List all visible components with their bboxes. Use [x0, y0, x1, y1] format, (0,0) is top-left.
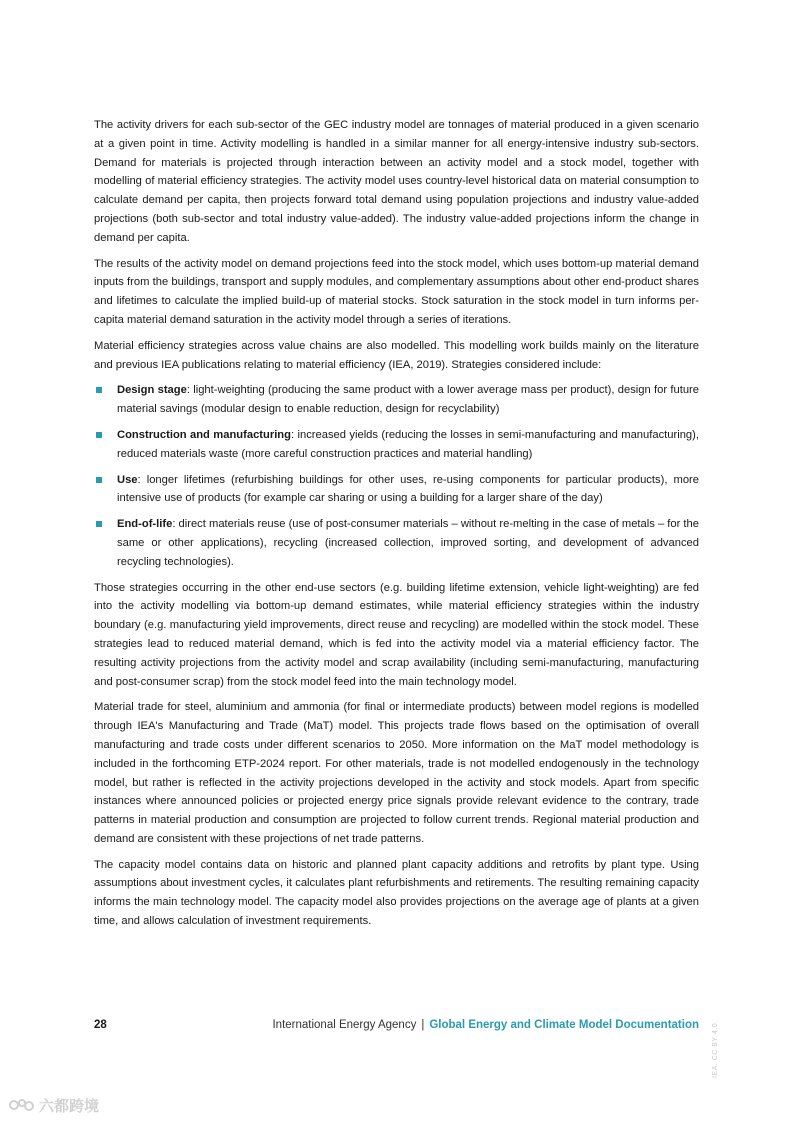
list-item [94, 426, 699, 464]
bullet-term: Design stage [117, 384, 187, 397]
page-footer [94, 1019, 699, 1037]
bullet-term: End-of-life [117, 518, 173, 531]
bullet-text: : increased yields (reducing the losses in semi-manufacturing and manufacturing), reduced materials waste (more careful construction practices and material handling) [117, 428, 699, 460]
strategies-list [94, 381, 699, 571]
paragraph-end-use-strategies: Those strategies occurring in the other end-use sectors (e.g. building lifetime extension, vehicle light-weighting) are fed into the activity modelling via bottom-up demand estimates, while material efficiency strategies within the industry boundary (e.g. manufacturing yield improvements, direct reuse and recycling) are modelled within the stock model. These strategies lead to reduced material demand, which is fed into the activity model via a material efficiency factor. The resulting activity projections from the activity model and scrap availability (including semi-manufacturing, manufacturing and post-consumer scrap) from the stock model feed into the main technology model. [94, 581, 699, 688]
bullet-text: : longer lifetimes (refurbishing buildings for other uses, re-using components for particular products), more intensive use of products (for example car sharing or using a building for a larger share of the day) [117, 473, 699, 505]
footer-separator: | [421, 1019, 425, 1031]
footer-running-title [272, 1019, 699, 1031]
watermark-text: 六都跨境 [39, 1097, 100, 1115]
page-number: 28 [94, 1019, 107, 1031]
watermark [8, 1094, 99, 1116]
list-item [94, 471, 699, 509]
paragraph-stock-model: The results of the activity model on demand projections feed into the stock model, which uses bottom-up material demand inputs from the buildings, transport and supply modules, and complementary assumptions about other end-product shares and lifetimes to calculate the implied build-up of material stocks. Stock saturation in the stock model in turn informs per-capita material demand saturation in the activity model through a series of iterations. [94, 257, 699, 326]
paragraph-material-efficiency: Material efficiency strategies across value chains are also modelled. This modelling work builds mainly on the literature and previous IEA publications relating to material efficiency (IEA, 2019). Strategies considered include: [94, 339, 699, 371]
main-content [94, 116, 699, 938]
paragraph-capacity-model: The capacity model contains data on historic and planned plant capacity additions and retrofits by plant type. Using assumptions about investment cycles, it calculates plant refurbishments and retirements. The resulting remaining capacity informs the main technology model. The capacity model also provides projections on the average age of plants at a given time, and allows calculation of investment requirements. [94, 858, 699, 928]
paragraph-material-trade: Material trade for steel, aluminium and ammonia (for final or intermediate products) between model regions is modelled through IEA's Manufacturing and Trade (MaT) model. This projects trade flows based on the optimisation of overall manufacturing and trade costs under different scenarios to 2050. More information on the MaT model methodology is included in the forthcoming ETP-2024 report. For other materials, trade is not modelled endogenously in the technology model, but rather is reflected in the activity projections developed in the activity and stock models. Apart from specific instances where announced policies or projected energy price signals provide relevant evidence to the contrary, trade patterns in material production and consumption are projected to follow current trends. Regional material production and demand are consistent with these projections of net trade patterns. [94, 701, 699, 845]
list-item [94, 515, 699, 571]
square-bullet-icon [96, 521, 102, 527]
list-item [94, 381, 699, 419]
paragraph-activity-drivers: The activity drivers for each sub-sector of the GEC industry model are tonnages of material produced in a given scenario at a given point in time. Activity modelling is handled in a similar manner for all energy-intensive industry sub-sectors. Demand for materials is projected through interaction between an activity model and a stock model, together with modelling of material efficiency strategies. The activity model uses country-level historical data on material consumption to calculate demand per capita, then projects forward total demand using population projections and industry value-added projections (both sub-sector and total industry value-added). The industry value-added projections inform the change in demand per capita. [94, 119, 699, 244]
bullet-term: Use [117, 473, 138, 486]
document-title: Global Energy and Climate Model Documentation [429, 1019, 699, 1031]
bullet-term: Construction and manufacturing [117, 428, 291, 441]
square-bullet-icon [96, 387, 102, 393]
bullet-text: : light-weighting (producing the same product with a lower average mass per product), design for future material savings (modular design to enable reduction, design for recyclability) [117, 384, 699, 416]
license-notice: IEA. CC BY 4.0. [712, 1020, 719, 1078]
square-bullet-icon [96, 477, 102, 483]
square-bullet-icon [96, 432, 102, 438]
watermark-logo-icon [8, 1097, 36, 1113]
agency-name: International Energy Agency [272, 1019, 417, 1031]
bullet-text: : direct materials reuse (use of post-consumer materials – without re-melting in the case of metals – for the same or other applications), recycling (increased collection, improved sorting, and development of advanced recycling technologies). [117, 518, 699, 568]
